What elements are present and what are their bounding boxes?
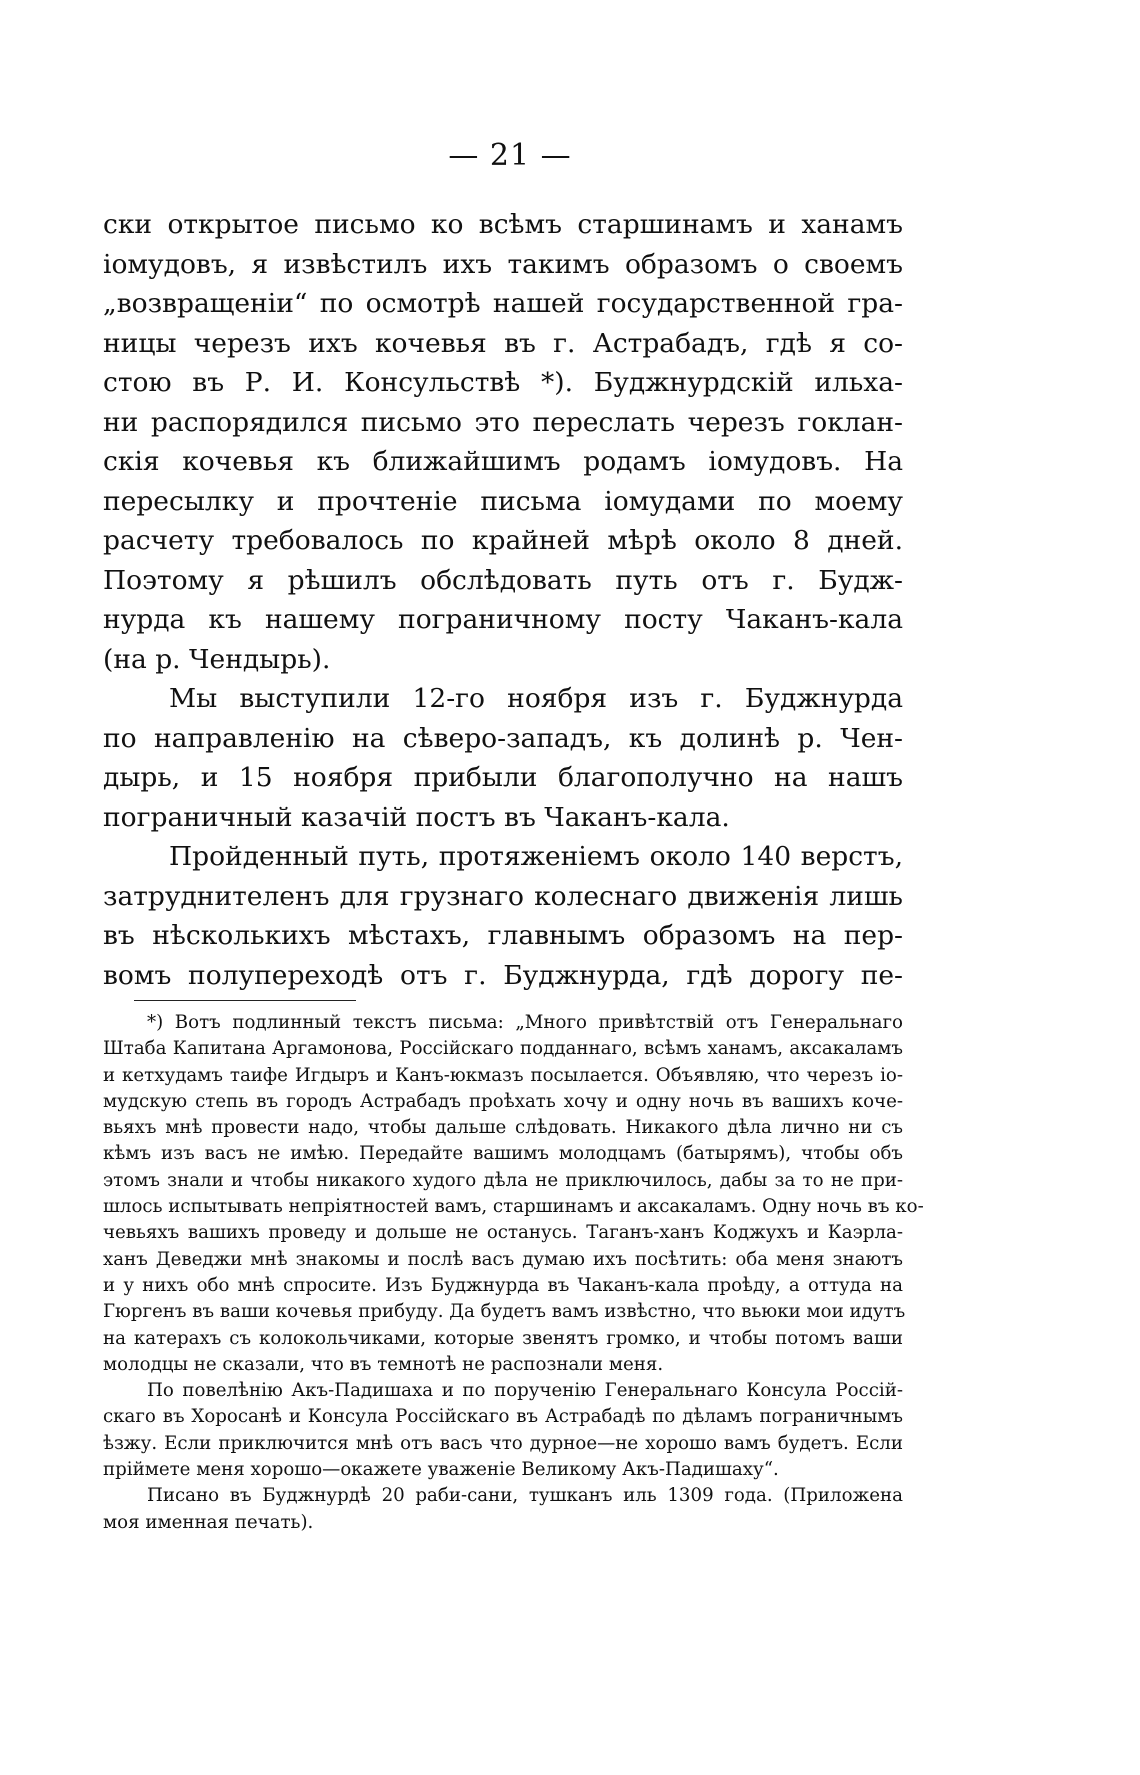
footnote-line: Писано въ Буджнурдѣ 20 раби-сани, тушканъ иль 1309 года. (Приложена [147, 1485, 903, 1507]
footnote-line: мудскую степь въ городъ Астрабадъ проѣхать хочу и одну ночь въ вашихъ коче- [103, 1090, 903, 1112]
footnote-line: По повелѣнію Акъ-Падишаха и по порученію Генеральнаго Консула Россій- [147, 1380, 903, 1402]
footnote [103, 1010, 924, 1536]
text-line: расчету требовалось по крайней мѣрѣ около 8 дней. [103, 525, 903, 556]
page-number: — 21 — [448, 138, 572, 173]
text-line: пограничный казачій постъ въ Чаканъ-кала. [103, 801, 730, 833]
text-line: по направленію на сѣверо-западъ, къ долинѣ р. Чен- [103, 722, 903, 754]
footnote-line: шлось испытывать непріятностей вамъ, старшинамъ и аксакаламъ. Одну ночь въ ко- [103, 1196, 924, 1218]
footnote-line: Штаба Капитана Аргамонова, Россійскаго подданнаго, всѣмъ ханамъ, аксакаламъ [103, 1038, 903, 1060]
text-line: дырь, и 15 ноября прибыли благополучно на нашъ [103, 762, 903, 793]
footnote-line: скаго въ Хоросанѣ и Консула Россійскаго въ Астрабадѣ по дѣламъ пограничнымъ [103, 1406, 903, 1428]
text-line: Поэтому я рѣшилъ обслѣдовать путь отъ г. Будж- [103, 564, 903, 596]
footnote-line: и у нихъ обо мнѣ спросите. Изъ Буджнурда въ Чаканъ-кала проѣду, а оттуда на [103, 1274, 903, 1296]
footnote-line: и кетхудамъ таифе Игдыръ и Канъ-юкмазъ посылается. Объявляю, что черезъ іо- [103, 1064, 903, 1086]
footnote-line: вьяхъ мнѣ провести надо, чтобы дальше слѣдовать. Никакого дѣла лично ни съ [103, 1117, 903, 1139]
footnote-divider [134, 1000, 356, 1001]
footnote-line: ханъ Деведжи мнѣ знакомы и послѣ васъ думаю ихъ посѣтить: оба меня знаютъ [103, 1248, 903, 1270]
text-line: „возвращеніи“ по осмотрѣ нашей государственной гра- [103, 288, 903, 319]
text-line: Мы выступили 12-го ноября изъ г. Буджнурда [169, 683, 903, 714]
text-line: нурда къ нашему пограничному посту Чаканъ-кала [103, 604, 903, 635]
text-line: въ нѣсколькихъ мѣстахъ, главнымъ образомъ на пер- [103, 920, 903, 951]
footnote-line: пріймете меня хорошо—окажете уваженіе Великому Акъ-Падишаху“. [103, 1459, 779, 1481]
text-line: вомъ полупереходѣ отъ г. Буджнурда, гдѣ дорогу пе- [103, 959, 903, 991]
text-line: ницы черезъ ихъ кочевья въ г. Астрабадъ, гдѣ я со- [103, 327, 903, 359]
text-line: (на р. Чендырь). [103, 643, 331, 675]
footnote-line: чевьяхъ вашихъ проведу и дольше не останусь. Таганъ-ханъ Коджухъ и Каэрла- [103, 1222, 903, 1244]
text-line: ски открытое письмо ко всѣмъ старшинамъ и ханамъ [103, 209, 903, 240]
text-line: скія кочевья къ ближайшимъ родамъ іомудовъ. На [103, 446, 903, 477]
text-line: стою въ Р. И. Консульствѣ *). Буджнурдскій ильха- [103, 367, 903, 398]
footnote-line: молодцы не сказали, что въ темнотѣ не распознали меня. [103, 1353, 664, 1375]
footnote-line: этомъ знали и чтобы никакого худого дѣла не приключилось, дабы за то не при- [103, 1169, 903, 1191]
text-line: затруднителенъ для грузнаго колеснаго движенія лишь [103, 880, 903, 912]
footnote-line: ѣзжу. Если приключится мнѣ отъ васъ что дурное—не хорошо вамъ будетъ. Если [103, 1432, 903, 1454]
footnote-line: кѣмъ изъ васъ не имѣю. Передайте вашимъ молодцамъ (батырямъ), чтобы объ [103, 1143, 903, 1165]
footnote-line: на катерахъ съ колокольчиками, которые звенятъ громко, и чтобы потомъ ваши [103, 1327, 903, 1349]
footnote-line: Гюргенъ въ ваши кочевья прибуду. Да будетъ вамъ извѣстно, что вьюки мои идутъ [103, 1301, 906, 1323]
footnote-line: моя именная печать). [103, 1511, 314, 1533]
text-line: іомудовъ, я извѣстилъ ихъ такимъ образомъ о своемъ [103, 248, 903, 280]
text-line: ни распорядился письмо это переслать черезъ гоклан- [103, 406, 903, 438]
main-text [103, 205, 903, 995]
text-line: Пройденный путь, протяженіемъ около 140 верстъ, [169, 841, 903, 872]
text-line: пересылку и прочтеніе письма іомудами по моему [103, 485, 903, 517]
footnote-line: *) Вотъ подлинный текстъ письма: „Много привѣтствій отъ Генеральнаго [147, 1012, 903, 1033]
